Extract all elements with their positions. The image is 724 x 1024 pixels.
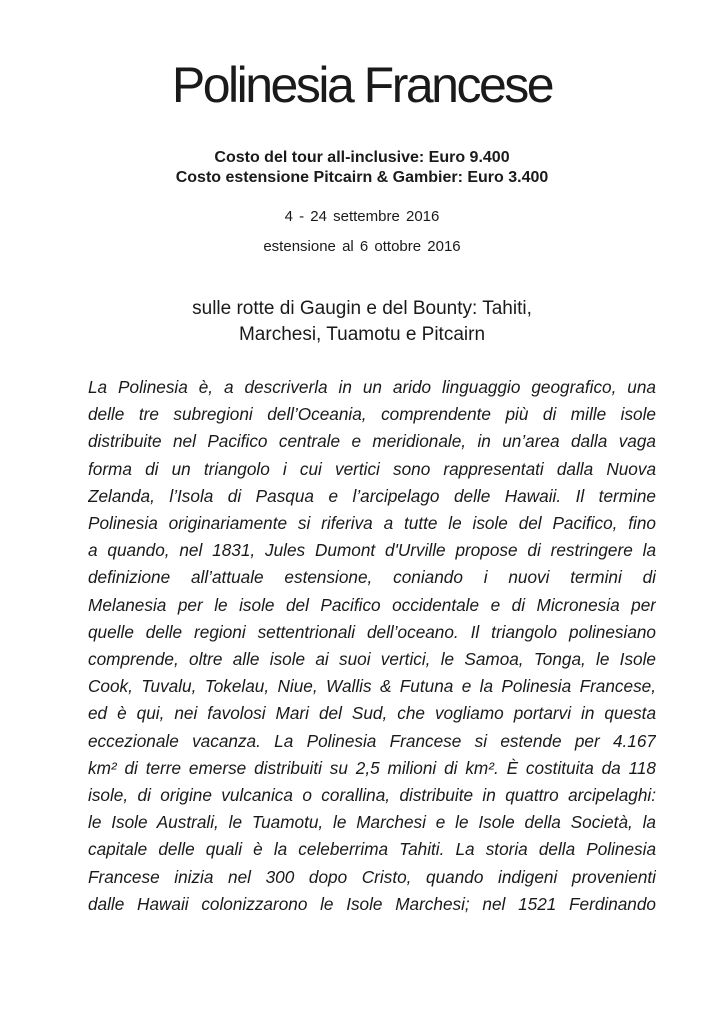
- body-line: Melanesia per le isole del Pacifico occidentale e di Micronesia per: [88, 594, 656, 615]
- body-line: comprende, oltre alle isole ai suoi vertici, le Samoa, Tonga, le Isole: [88, 649, 656, 670]
- cost-tour-text: Costo del tour all-inclusive: Euro 9.400: [214, 149, 510, 166]
- body-line: a quando, nel 1831, Jules Dumont d'Urville propose di restringere la: [88, 540, 656, 561]
- subtitle-line-2: Marchesi, Tuamotu e Pitcairn: [238, 324, 486, 345]
- body-line: isole, di origine vulcanica o corallina, distribuite in quattro arcipelaghi:: [88, 785, 656, 806]
- body-line: capitale delle quali è la celeberrima Tahiti. La storia della Polinesia: [88, 839, 656, 860]
- body-line: Cook, Tuvalu, Tokelau, Niue, Wallis & Futuna e la Polinesia Francese,: [88, 676, 656, 697]
- body-line: distribuite nel Pacifico centrale e meridionale, in un’area dalla vaga: [88, 431, 656, 452]
- extension-dates: estensione al 6 ottobre 2016: [263, 238, 461, 255]
- body-line: Polinesia originariamente si riferiva a tutte le isole del Pacifico, fino: [88, 513, 656, 534]
- body-line: km² di terre emerse distribuiti su 2,5 milioni di km². È costituita da 118: [88, 757, 656, 778]
- subtitle: [0, 296, 724, 348]
- body-line: eccezionale vacanza. La Polinesia Francese si estende per 4.167: [88, 730, 656, 751]
- page-title: Polinesia Francese: [171, 57, 553, 113]
- body-line: Zelanda, l’Isola di Pasqua e l’arcipelago delle Hawaii. Il termine: [88, 485, 656, 506]
- body-line: dalle Hawaii colonizzarono le Isole Marchesi; nel 1521 Ferdinando: [88, 893, 656, 914]
- body-line: La Polinesia è, a descriverla in un arido linguaggio geografico, una: [88, 377, 656, 397]
- cost-extension-text: Costo estensione Pitcairn & Gambier: Euro 3.400: [175, 169, 549, 186]
- subtitle-line-1: sulle rotte di Gaugin e del Bounty: Tahiti,: [192, 298, 532, 319]
- body-line: quelle delle regioni settentrionali dell’oceano. Il triangolo polinesiano: [88, 621, 656, 642]
- body-paragraph: [88, 374, 656, 918]
- body-line: definizione all’attuale estensione, coniando i nuovi termini di: [88, 567, 656, 588]
- tour-dates: 4 - 24 settembre 2016: [284, 208, 440, 225]
- body-line: le Isole Australi, le Tuamotu, le Marchesi e le Isole della Società, la: [88, 812, 656, 833]
- cost-block: [0, 148, 724, 188]
- body-line: Francese inizia nel 300 dopo Cristo, quando indigeni provenienti: [88, 866, 656, 887]
- body-line: delle tre subregioni dell’Oceania, comprendente più di mille isole: [88, 404, 656, 425]
- body-line: forma di un triangolo i cui vertici sono rappresentati dalla Nuova: [88, 458, 656, 479]
- body-line: ed è qui, nei favolosi Mari del Sud, che vogliamo portarvi in questa: [88, 703, 656, 724]
